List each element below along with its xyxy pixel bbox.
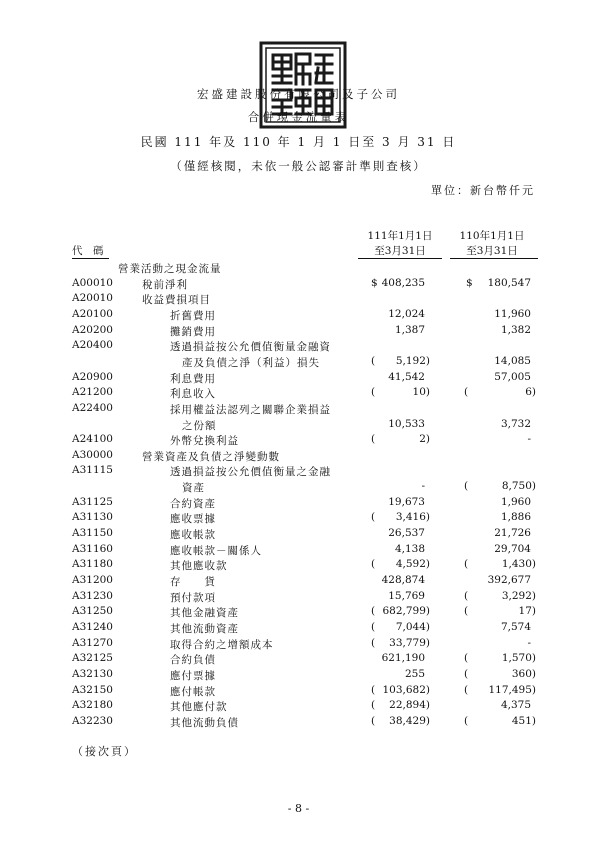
table-row	[0, 386, 597, 402]
amount-2021: 57,005	[494, 370, 531, 383]
account-code: A31180	[72, 558, 113, 571]
account-code: A31130	[72, 511, 113, 524]
amount-2021: 1,570)	[501, 652, 536, 665]
amount-2022: 10,533	[388, 417, 425, 430]
statement-title: 合併現金流量表	[247, 110, 350, 124]
negative-paren: (	[464, 558, 469, 571]
line-item-description: 外幣兌換利益	[170, 435, 239, 448]
negative-paren: (	[371, 433, 376, 446]
table-row	[0, 574, 597, 590]
table-row	[0, 261, 597, 277]
table-row	[0, 324, 597, 340]
account-code: A31150	[72, 527, 113, 540]
negative-paren: (	[371, 636, 376, 649]
amount-2021: 360)	[511, 667, 536, 680]
amount-2022: 19,673	[388, 495, 425, 508]
col2-header-underline	[450, 258, 538, 259]
amount-2022: 7,044)	[395, 620, 430, 633]
negative-paren: (	[464, 589, 469, 602]
amount-2022: 621,190	[381, 652, 425, 665]
account-code: A31230	[72, 589, 113, 602]
account-code: A31160	[72, 542, 113, 555]
table-row	[0, 277, 597, 293]
line-item-description: 資產	[182, 482, 205, 495]
col2-header-line1: 110年1月1日	[459, 230, 525, 242]
page-number: - 8 -	[287, 802, 310, 815]
amount-2022: 1,387	[394, 323, 425, 336]
amount-2021: 1,886	[500, 511, 531, 524]
code-header-underline	[72, 258, 109, 259]
line-item-description: 其他應付款	[170, 701, 228, 714]
negative-paren: (	[464, 683, 469, 696]
account-code: A32125	[72, 652, 113, 665]
amount-2022: 5,192)	[395, 354, 430, 367]
negative-paren: (	[371, 683, 376, 696]
negative-paren: (	[371, 354, 376, 367]
amount-2021: 1,430)	[501, 558, 536, 571]
line-item-description: 之份額	[182, 419, 217, 432]
amount-2021: 4,375	[500, 699, 531, 712]
line-item-description: 其他應收款	[170, 560, 228, 573]
amount-2022: 12,024	[388, 307, 425, 320]
account-code: A32130	[72, 667, 113, 680]
account-code: A20010	[72, 292, 113, 305]
table-row	[0, 605, 597, 621]
account-code: A24100	[72, 433, 113, 446]
amount-2022: 22,894)	[389, 699, 430, 712]
table-row	[0, 699, 597, 715]
table-row	[0, 715, 597, 731]
amount-2021: 1,382	[500, 323, 531, 336]
amount-2021: 180,547	[487, 276, 531, 289]
account-code: A30000	[72, 448, 113, 461]
line-item-description: 預付款項	[170, 591, 216, 604]
amount-2022: 33,779)	[389, 636, 430, 649]
line-item-description: 其他流動資產	[170, 622, 239, 635]
col1-header-underline	[358, 258, 442, 259]
amount-2021: 21,726	[494, 527, 531, 540]
line-item-description: 合約負債	[170, 654, 216, 667]
account-code: A32230	[72, 714, 113, 727]
account-code: A22400	[72, 401, 113, 414]
account-code: A20100	[72, 307, 113, 320]
amount-2022: 15,769	[388, 589, 425, 602]
amount-2022: 255	[404, 667, 425, 680]
line-item-description: 應付票據	[170, 669, 216, 682]
table-row	[0, 480, 597, 496]
line-item-description: 取得合約之增額成本	[170, 638, 274, 651]
line-item-description: 應收帳款－關係人	[170, 544, 262, 557]
line-item-description: 透過損益按公允價值衡量之金融	[170, 466, 331, 479]
table-row	[0, 543, 597, 559]
col1-header-line2: 至3月31日	[374, 245, 426, 257]
line-item-description: 營業資產及負債之淨變動數	[142, 450, 280, 463]
line-item-description: 攤銷費用	[170, 325, 216, 338]
amount-2021: 6)	[525, 386, 536, 399]
company-name: 宏盛建設股份有限公司及子公司	[197, 87, 400, 101]
line-item-description: 產及負債之淨（利益）損失	[182, 356, 320, 369]
line-item-description: 營業活動之現金流量	[118, 263, 222, 275]
negative-paren: (	[464, 652, 469, 665]
negative-paren: (	[464, 605, 469, 618]
line-item-description: 稅前淨利	[142, 278, 188, 291]
table-row	[0, 308, 597, 324]
amount-2022: 26,537	[388, 527, 425, 540]
negative-paren: (	[371, 386, 376, 399]
table-row	[0, 511, 597, 527]
amount-2022: 38,429)	[389, 714, 430, 727]
amount-2021: 17)	[518, 605, 536, 618]
account-code: A31270	[72, 636, 113, 649]
amount-2021: 117,495)	[488, 683, 536, 696]
table-row	[0, 684, 597, 700]
amount-2022: 41,542	[388, 370, 425, 383]
line-item-description: 應收帳款	[170, 529, 216, 542]
negative-paren: (	[371, 511, 376, 524]
table-row	[0, 464, 597, 480]
amount-2022: 10)	[412, 386, 430, 399]
account-code: A31250	[72, 605, 113, 618]
amount-2022: 103,682)	[382, 683, 430, 696]
line-item-description: 應收票據	[170, 513, 216, 526]
table-row	[0, 590, 597, 606]
negative-paren: (	[371, 605, 376, 618]
amount-2022: 4,138	[394, 542, 425, 555]
line-item-description: 折舊費用	[170, 309, 216, 322]
negative-paren: (	[464, 480, 469, 493]
negative-paren: (	[464, 714, 469, 727]
account-code: A20400	[72, 339, 113, 352]
account-code: A31240	[72, 620, 113, 633]
table-row	[0, 371, 597, 387]
line-item-description: 應付帳款	[170, 685, 216, 698]
negative-paren: (	[371, 558, 376, 571]
line-item-description: 其他金融資產	[170, 607, 239, 620]
review-note: （僅經核閱，未依一般公認審計準則查核）	[170, 159, 427, 173]
line-item-description: 採用權益法認列之關聯企業損益	[170, 403, 331, 416]
table-row	[0, 621, 597, 637]
amount-2022: 2)	[419, 433, 430, 446]
amount-2022: 682,799)	[382, 605, 430, 618]
negative-paren: (	[371, 699, 376, 712]
account-code: A32150	[72, 683, 113, 696]
negative-paren: (	[464, 386, 469, 399]
table-row	[0, 418, 597, 434]
line-item-description: 利息收入	[170, 388, 216, 401]
continued-note: （接次頁）	[72, 745, 137, 758]
account-code: A00010	[72, 276, 113, 289]
reporting-period: 民國 111 年及 110 年 1 月 1 日至 3 月 31 日	[140, 135, 457, 149]
currency-symbol: $	[371, 276, 378, 289]
account-code: A32180	[72, 699, 113, 712]
amount-2021: 1,960	[500, 495, 531, 508]
amount-2021: 7,574	[500, 620, 531, 633]
table-row	[0, 668, 597, 684]
line-item-description: 收益費損項目	[142, 294, 211, 307]
table-row	[0, 355, 597, 371]
line-item-description: 其他流動負債	[170, 716, 239, 729]
amount-2021: -	[527, 636, 531, 649]
account-code: A31200	[72, 574, 113, 586]
table-row	[0, 339, 597, 355]
account-code: A31115	[72, 464, 113, 477]
table-row	[0, 652, 597, 668]
amount-2021: 14,085	[494, 354, 531, 367]
amount-2022: -	[421, 480, 425, 493]
table-row	[0, 527, 597, 543]
negative-paren: (	[464, 667, 469, 680]
table-row	[0, 292, 597, 308]
negative-paren: (	[371, 620, 376, 633]
account-code: A31125	[72, 495, 113, 508]
account-code: A20200	[72, 323, 113, 336]
amount-2021: -	[527, 433, 531, 446]
table-row	[0, 433, 597, 449]
line-item-description: 利息費用	[170, 372, 216, 385]
table-row	[0, 637, 597, 653]
line-item-description: 透過損益按公允價值衡量金融資	[170, 341, 331, 354]
amount-2022: 3,416)	[395, 511, 430, 524]
amount-2021: 29,704	[494, 542, 531, 555]
table-row	[0, 402, 597, 418]
line-item-description: 存 貨	[170, 576, 216, 588]
col2-header-line2: 至3月31日	[466, 245, 518, 257]
amount-2021: 3,732	[500, 417, 531, 430]
line-item-description: 合約資產	[170, 497, 216, 510]
code-column-header: 代 碼	[72, 245, 104, 257]
table-row	[0, 496, 597, 512]
currency-unit: 單位：新台幣仟元	[431, 184, 535, 197]
amount-2021: 392,677	[487, 574, 531, 586]
table-row	[0, 449, 597, 465]
amount-2022: 428,874	[381, 574, 425, 586]
col1-header-line1: 111年1月1日	[367, 230, 433, 242]
amount-2021: 11,960	[494, 307, 531, 320]
currency-symbol: $	[466, 276, 473, 289]
amount-2022: 4,592)	[395, 558, 430, 571]
amount-2022: 408,235	[381, 276, 425, 289]
amount-2021: 3,292)	[501, 589, 536, 602]
account-code: A20900	[72, 370, 113, 383]
table-row	[0, 558, 597, 574]
negative-paren: (	[371, 714, 376, 727]
amount-2021: 451)	[511, 714, 536, 727]
account-code: A21200	[72, 386, 113, 399]
amount-2021: 8,750)	[501, 480, 536, 493]
